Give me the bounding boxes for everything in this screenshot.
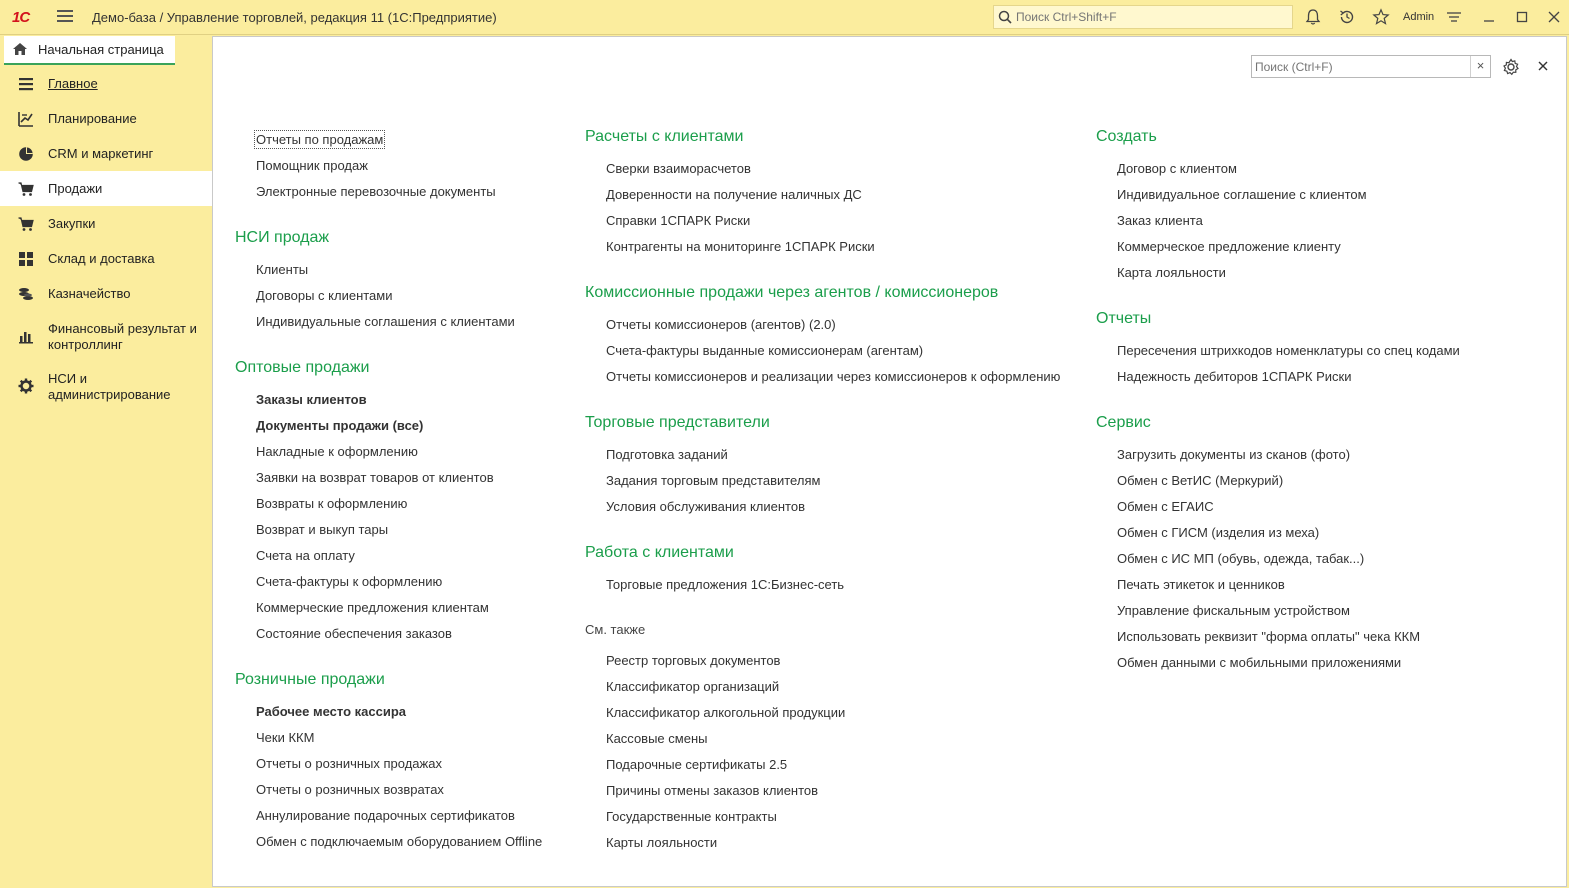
link-spark-monitoring[interactable]: Контрагенты на мониторинге 1СПАРК Риски: [606, 239, 875, 254]
pie-chart-icon: [18, 146, 34, 162]
link-loyalty-cards[interactable]: Карты лояльности: [606, 835, 718, 850]
link-cash-shifts[interactable]: Кассовые смены: [606, 731, 708, 746]
section-title-retail: Розничные продажи: [235, 671, 385, 688]
sidebar-item-planning[interactable]: [0, 101, 212, 136]
tab-home[interactable]: [4, 36, 175, 65]
link-cashier-workplace[interactable]: Рабочее место кассира: [256, 704, 407, 719]
section-title-clients: Работа с клиентами: [585, 544, 734, 561]
planning-icon: [18, 111, 34, 127]
section-title-commission: Комиссионные продажи через агентов / комиссионеров: [585, 284, 999, 301]
sidebar-item-label: Продажи: [48, 181, 103, 196]
link-payment-invoices[interactable]: Счета на оплату: [256, 548, 355, 563]
main-panel: [212, 36, 1567, 887]
link-tax-invoices[interactable]: Счета-фактуры к оформлению: [256, 574, 443, 589]
find-input[interactable]: [1255, 58, 1467, 75]
settings-lines-icon[interactable]: [1446, 9, 1462, 25]
link-spark-reports[interactable]: Справки 1СПАРК Риски: [606, 213, 751, 228]
link-cancel-reasons[interactable]: Причины отмены заказов клиентов: [606, 783, 819, 798]
link-commercial-offers[interactable]: Коммерческие предложения клиентам: [256, 600, 489, 615]
link-payment-form-attr[interactable]: Использовать реквизит "форма оплаты" чека ККМ: [1117, 629, 1421, 644]
sidebar-item-main[interactable]: [0, 66, 212, 101]
link-fiscal-device[interactable]: Управление фискальным устройством: [1117, 603, 1350, 618]
link-egais-exchange[interactable]: Обмен с ЕГАИС: [1117, 499, 1214, 514]
minimize-icon[interactable]: [1481, 9, 1497, 25]
user-name[interactable]: Admin: [1403, 11, 1435, 23]
sidebar-item-label: НСИ и администрирование: [48, 371, 171, 402]
global-search-field[interactable]: [993, 5, 1293, 29]
link-reconciliations[interactable]: Сверки взаиморасчетов: [606, 161, 751, 176]
link-agent-reports[interactable]: Отчеты комиссионеров (агентов) (2.0): [606, 317, 836, 332]
section-title-reports: Отчеты: [1096, 310, 1152, 327]
cart-icon: [18, 181, 34, 197]
link-gov-contracts[interactable]: Государственные контракты: [606, 809, 777, 824]
sidebar-item-crm[interactable]: [0, 136, 212, 171]
link-gift-cert-cancel[interactable]: Аннулирование подарочных сертификатов: [256, 808, 515, 823]
window-close-icon[interactable]: [1546, 9, 1562, 25]
link-receipts[interactable]: Чеки ККМ: [256, 730, 315, 745]
link-retail-returns-reports[interactable]: Отчеты о розничных возвратах: [256, 782, 444, 797]
link-trade-docs-registry[interactable]: Реестр торговых документов: [606, 653, 781, 668]
tab-bar: [0, 36, 212, 65]
link-alcohol-classifier[interactable]: Классификатор алкогольной продукции: [606, 705, 846, 720]
link-load-scans[interactable]: Загрузить документы из сканов (фото): [1117, 447, 1351, 462]
link-sales-assistant[interactable]: Помощник продаж: [256, 158, 368, 173]
link-agent-invoices[interactable]: Счета-фактуры выданные комиссионерам (агентам): [606, 343, 924, 358]
bar-chart-icon: [18, 328, 34, 344]
link-client-contracts[interactable]: Договоры с клиентами: [256, 288, 393, 303]
find-clear-button[interactable]: ×: [1470, 56, 1490, 77]
app-logo[interactable]: 1С: [12, 9, 30, 26]
link-invoices-pending[interactable]: Накладные к оформлению: [256, 444, 418, 459]
bell-icon[interactable]: [1304, 8, 1322, 26]
sidebar-item-label: Закупки: [48, 216, 96, 231]
link-retail-sales-reports[interactable]: Отчеты о розничных продажах: [256, 756, 442, 771]
section-title-service: Сервис: [1096, 414, 1151, 431]
link-return-requests[interactable]: Заявки на возврат товаров от клиентов: [256, 470, 494, 485]
tab-home-label: Начальная страница: [38, 42, 164, 57]
section-title-create: Создать: [1096, 128, 1157, 145]
sidebar-item-finance[interactable]: [0, 311, 212, 361]
sidebar-item-label: Главное: [48, 76, 98, 91]
global-search-input[interactable]: [1016, 8, 1286, 26]
link-create-contract[interactable]: Договор с клиентом: [1117, 161, 1237, 176]
link-e-waybills[interactable]: Электронные перевозочные документы: [256, 184, 496, 199]
link-returns-pending[interactable]: Возвраты к оформлению: [256, 496, 408, 511]
sidebar-item-admin[interactable]: [0, 361, 212, 411]
sidebar-item-label: CRM и маркетинг: [48, 146, 154, 161]
main-menu-icon[interactable]: [57, 10, 73, 24]
link-rep-tasks[interactable]: Задания торговым представителям: [606, 473, 821, 488]
sidebar-item-label: Склад и доставка: [48, 251, 155, 266]
link-individual-agreements[interactable]: Индивидуальные соглашения с клиентами: [256, 314, 515, 329]
link-service-conditions[interactable]: Условия обслуживания клиентов: [606, 499, 806, 514]
sidebar-item-treasury[interactable]: [0, 276, 212, 311]
sidebar: [0, 66, 212, 888]
sidebar-item-label: Казначейство: [48, 286, 131, 301]
coins-icon: [18, 286, 34, 302]
section-title-reps: Торговые представители: [585, 414, 770, 431]
link-ismp-exchange[interactable]: Обмен с ИС МП (обувь, одежда, табак...): [1117, 551, 1365, 566]
maximize-icon[interactable]: [1514, 9, 1530, 25]
sidebar-item-label: Планирование: [48, 111, 137, 126]
link-sales-documents[interactable]: Документы продажи (все): [256, 418, 424, 433]
link-create-order[interactable]: Заказ клиента: [1117, 213, 1203, 228]
sidebar-item-warehouse[interactable]: [0, 241, 212, 276]
section-title-settlements: Расчеты с клиентами: [585, 128, 744, 145]
link-business-network[interactable]: Торговые предложения 1С:Бизнес-сеть: [606, 577, 845, 592]
link-org-classifier[interactable]: Классификатор организаций: [606, 679, 780, 694]
link-mobile-exchange[interactable]: Обмен данными с мобильными приложениями: [1117, 655, 1402, 670]
link-vetis-exchange[interactable]: Обмен с ВетИС (Меркурий): [1117, 473, 1284, 488]
link-order-fulfillment[interactable]: Состояние обеспечения заказов: [256, 626, 452, 641]
link-create-offer[interactable]: Коммерческое предложение клиенту: [1117, 239, 1341, 254]
find-field[interactable]: [1251, 55, 1491, 78]
section-title-see-also: См. также: [585, 622, 646, 637]
title-bar: [0, 0, 1569, 35]
window-title: Демо-база / Управление торговлей, редакция 11 (1С:Предприятие): [92, 10, 497, 25]
search-icon: [998, 10, 1012, 24]
link-container-return[interactable]: Возврат и выкуп тары: [256, 522, 389, 537]
link-create-loyalty-card[interactable]: Карта лояльности: [1117, 265, 1226, 280]
link-print-labels[interactable]: Печать этикеток и ценников: [1117, 577, 1285, 592]
link-powers-of-attorney[interactable]: Доверенности на получение наличных ДС: [606, 187, 862, 202]
star-icon[interactable]: [1372, 8, 1390, 26]
link-offline-exchange[interactable]: Обмен с подключаемым оборудованием Offline: [256, 834, 543, 849]
home-icon: [12, 42, 28, 56]
section-title-wholesale: Оптовые продажи: [235, 359, 370, 376]
gear-icon[interactable]: [1502, 58, 1520, 76]
section-title-nsi: НСИ продаж: [235, 229, 330, 246]
history-icon[interactable]: [1338, 8, 1356, 26]
link-task-preparation[interactable]: Подготовка заданий: [606, 447, 728, 462]
link-gism-exchange[interactable]: Обмен с ГИСМ (изделия из меха): [1117, 525, 1320, 540]
link-customer-orders[interactable]: Заказы клиентов: [256, 392, 367, 407]
link-sales-reports[interactable]: Отчеты по продажам: [256, 132, 384, 147]
grid-icon: [18, 251, 34, 267]
link-barcode-intersections[interactable]: Пересечения штрихкодов номенклатуры со спец кодами: [1117, 343, 1460, 358]
link-gift-certificates[interactable]: Подарочные сертификаты 2.5: [606, 757, 788, 772]
sidebar-item-sales[interactable]: [0, 171, 212, 206]
sidebar-item-label: Финансовый результат и контроллинг: [48, 321, 197, 352]
link-create-agreement[interactable]: Индивидуальное соглашение с клиентом: [1117, 187, 1367, 202]
link-agent-reports-pending[interactable]: Отчеты комиссионеров и реализации через комиссионеров к оформлению: [606, 369, 1061, 384]
cart-icon: [18, 216, 34, 232]
menu-lines-icon: [18, 76, 34, 92]
link-clients[interactable]: Клиенты: [256, 262, 309, 277]
close-icon[interactable]: [1536, 59, 1550, 73]
gear-icon: [18, 378, 34, 394]
sidebar-item-purchases[interactable]: [0, 206, 212, 241]
link-debtor-reliability[interactable]: Надежность дебиторов 1СПАРК Риски: [1117, 369, 1352, 384]
